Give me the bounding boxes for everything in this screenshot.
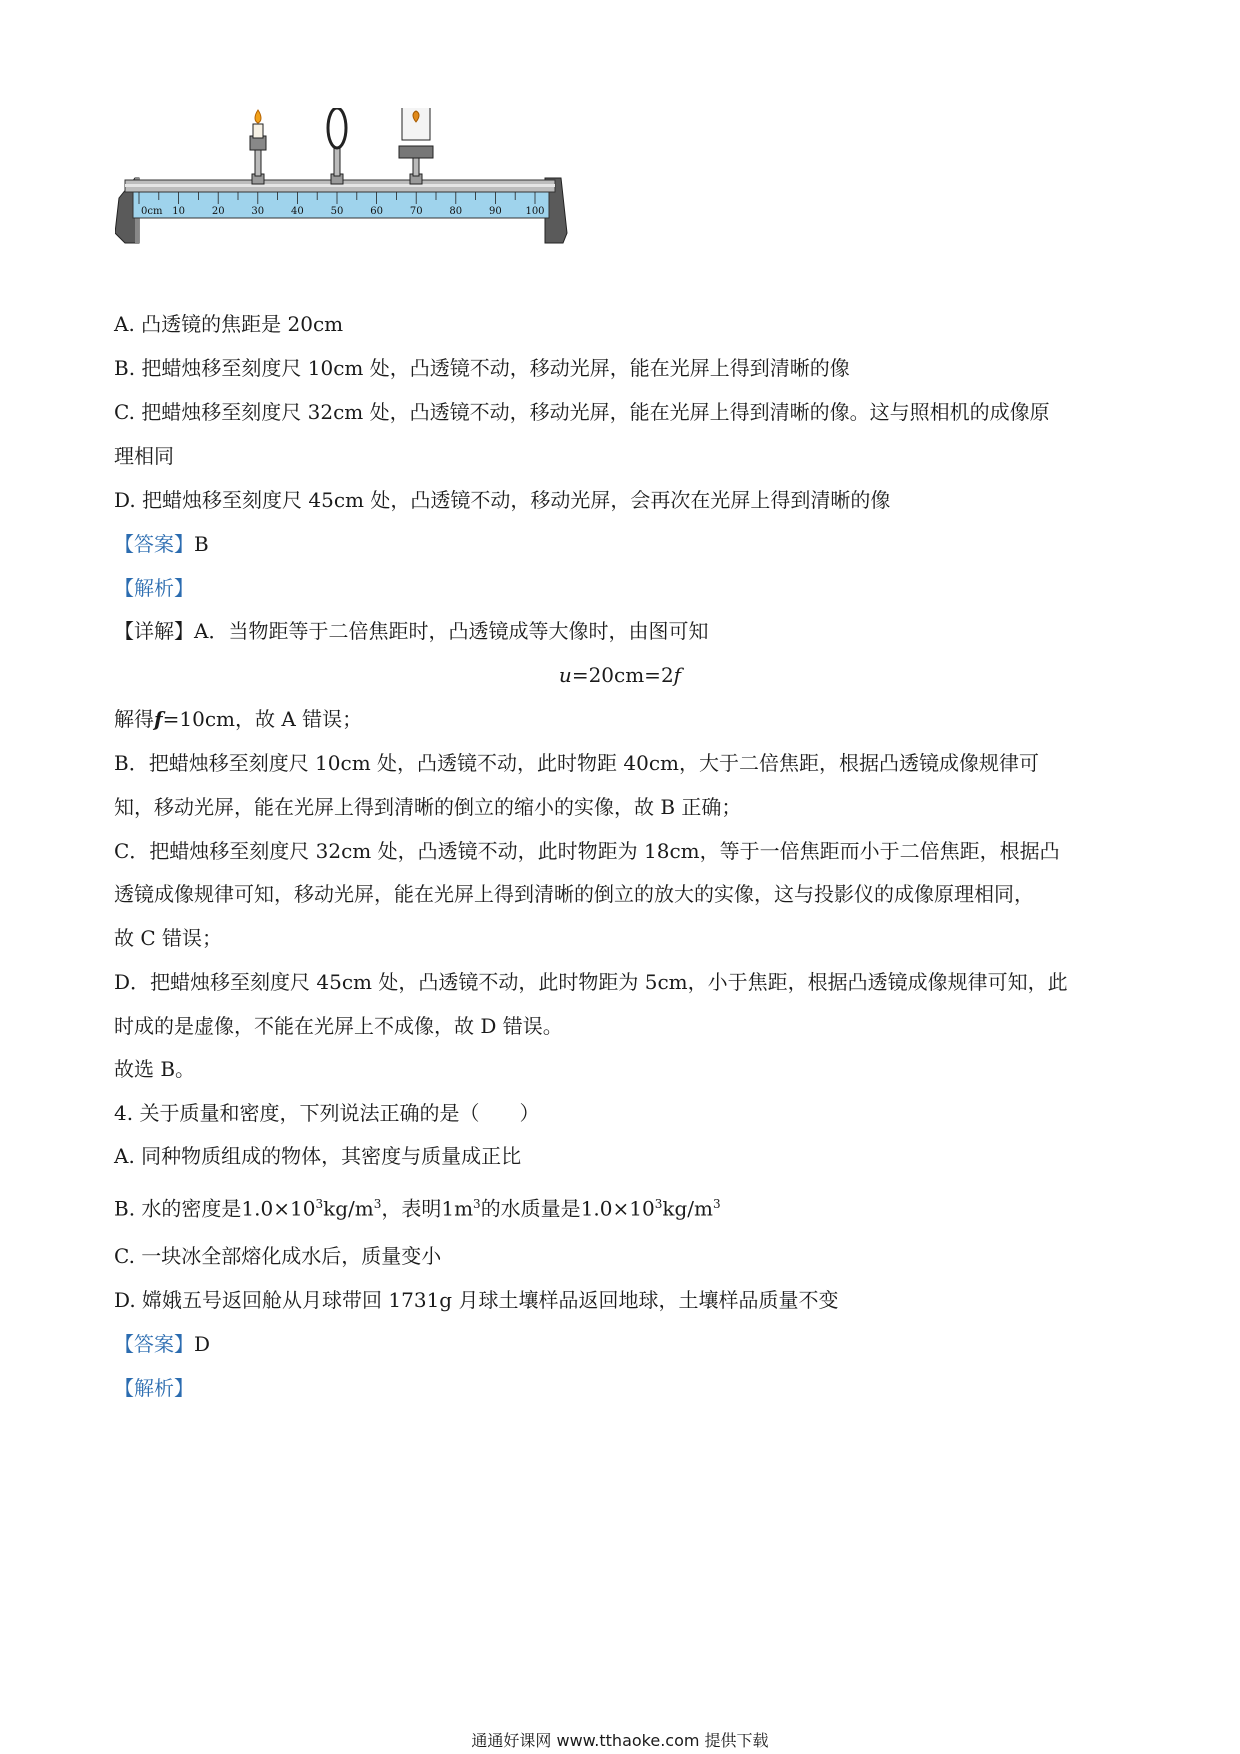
equation-u: u: [558, 663, 572, 687]
q4-stem: 4. 关于质量和密度，下列说法正确的是（ ）: [114, 1101, 540, 1125]
q4-b-part1: B. 水的密度是: [114, 1196, 242, 1221]
q4-b-part4: ，表明: [381, 1196, 442, 1221]
convex-lens: [328, 108, 346, 184]
q4-b-part6: 的水质量是: [480, 1196, 581, 1221]
detail-c-line2: 透镜成像规律可知，移动光屏，能在光屏上得到清晰的倒立的放大的实像，这与投影仪的成像原理相同，: [114, 882, 1034, 906]
equation: [0, 661, 1240, 689]
q4-b-exp2: 3: [373, 1197, 382, 1211]
ruler-label: 30: [251, 206, 265, 217]
ruler-label: 80: [449, 206, 463, 217]
ruler-label: 20: [211, 206, 225, 217]
equation-middle: =20cm=2: [571, 663, 674, 687]
solve-prefix: 解得: [114, 707, 154, 731]
q3-option-c-line1: C. 把蜡烛移至刻度尺 32cm 处，凸透镜不动，移动光屏，能在光屏上得到清晰的像。这与照相机的成像原: [114, 400, 1050, 424]
q3-option-b: B. 把蜡烛移至刻度尺 10cm 处，凸透镜不动，移动光屏，能在光屏上得到清晰的像: [114, 356, 850, 380]
q4-answer-value: D: [194, 1332, 211, 1356]
q4-answer-tag: 【答案】: [114, 1332, 194, 1356]
q4-b-exp4: 3: [654, 1197, 663, 1211]
solve-f: f: [154, 707, 163, 731]
ruler-label: 90: [489, 206, 502, 217]
q4-answer: [114, 1330, 210, 1358]
detail-d-line2: 时成的是虚像，不能在光屏上不成像，故 D 错误。: [114, 1014, 563, 1038]
detail-tag: 【详解】: [114, 619, 194, 643]
q4-analysis-tag: [114, 1374, 194, 1402]
q3-option-d: D. 把蜡烛移至刻度尺 45cm 处，凸透镜不动，移动光屏，会再次在光屏上得到清晰的像: [114, 488, 891, 512]
q4-b-exp1: 3: [315, 1197, 324, 1211]
q4-option-a: A. 同种物质组成的物体，其密度与质量成正比: [114, 1144, 522, 1168]
ruler-label: 40: [291, 206, 304, 217]
q4-b-part3: kg/m: [323, 1196, 374, 1221]
q4-analysis-tag-text: 【解析】: [114, 1376, 194, 1400]
q3-answer: [114, 530, 209, 558]
detail-c-line1: C．把蜡烛移至刻度尺 32cm 处，凸透镜不动，此时物距为 18cm，等于一倍焦距而小于二倍焦距，根据凸: [114, 839, 1060, 863]
ruler-label: 10: [172, 206, 185, 217]
q4-b-exp5: 3: [712, 1197, 721, 1211]
q4-option-b: [114, 1190, 721, 1223]
q3-option-c-line2: 理相同: [114, 444, 174, 468]
detail-b-line2: 知，移动光屏，能在光屏上得到清晰的倒立的缩小的实像，故 B 正确；: [114, 795, 742, 819]
q4-b-part5: 1m: [441, 1196, 474, 1221]
detail-b-line1: B．把蜡烛移至刻度尺 10cm 处，凸透镜不动，此时物距 40cm，大于二倍焦距，根据凸透镜成像规律可: [114, 751, 1039, 775]
solve-suffix: =10cm，故 A 错误；: [162, 707, 363, 731]
equation-f: f: [673, 663, 682, 687]
q3-option-a: A. 凸透镜的焦距是 20cm: [114, 312, 344, 336]
ruler-label: 0cm: [141, 206, 163, 217]
answer-value: B: [194, 532, 209, 556]
optical-bench-diagram: [115, 108, 645, 278]
ruler-label: 100: [525, 206, 545, 217]
detail-d-line1: D．把蜡烛移至刻度尺 45cm 处，凸透镜不动，此时物距为 5cm，小于焦距，根据凸透镜成像规律可知，此: [114, 970, 1068, 994]
candle: [250, 110, 266, 184]
ruler-label: 60: [370, 206, 383, 217]
q4-b-exp3: 3: [473, 1197, 481, 1211]
page-footer: 通通好课网 www.tthaoke.com 提供下载: [471, 1731, 769, 1750]
conclusion: 故选 B。: [114, 1057, 196, 1081]
q4-b-part7: 1.0×10: [580, 1196, 655, 1221]
analysis-tag: 【解析】: [114, 576, 194, 600]
q4-option-d: D. 嫦娥五号返回舱从月球带回 1731g 月球土壤样品返回地球，土壤样品质量不变: [114, 1288, 839, 1312]
q3-analysis-tag: [114, 574, 194, 602]
detail-c-line3: 故 C 错误；: [114, 926, 223, 950]
q4-option-c: C. 一块冰全部熔化成水后，质量变小: [114, 1244, 442, 1268]
ruler-label: 70: [409, 206, 423, 217]
q4-b-part8: kg/m: [662, 1196, 713, 1221]
q4-b-part2: 1.0×10: [241, 1196, 316, 1221]
detail-a-text: A．当物距等于二倍焦距时，凸透镜成等大像时，由图可知: [194, 619, 709, 643]
q3-detail-a: [114, 617, 708, 645]
answer-tag: 【答案】: [114, 532, 194, 556]
solve-line: [114, 705, 362, 733]
ruler-label: 50: [330, 206, 344, 217]
light-screen: [399, 108, 433, 184]
